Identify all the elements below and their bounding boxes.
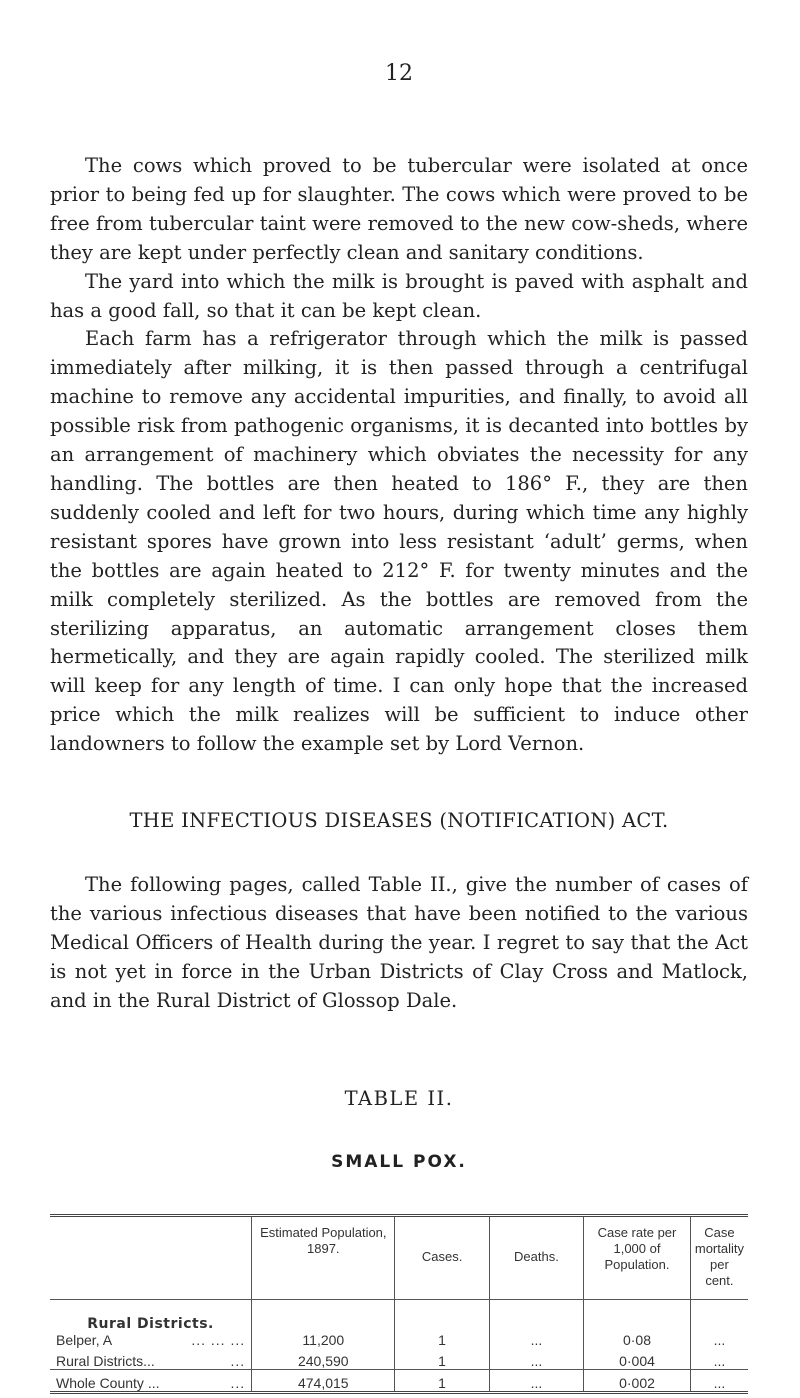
paragraph-sterilization: Each farm has a refrigerator through which the milk is passed immediately after milking, it is then passed through a centrifugal machine to remove any accidental impurities, and finally, to avoid all possible risk from pathogenic organisms, it is decanted into bottles by an arrangement of machinery which obviates the necessity for any handling. The bottles are then heated to 186° F., they are then suddenly cooled and left for two hours, during which time any highly resistant spores have grown into less resistant ‘adult’ germs, when the bottles are again heated to 212° F. for twenty minutes and the milk completely sterilized. As the bottles are removed from the sterilizing apparatus, an automatic arrangement closes them hermetically, and they are again rapidly cooled. The sterilized milk will keep for any length of time. I can only hope that the increased price which the milk realizes will be sufficient to induce other landowners to follow the example set by Lord Vernon. <box>50 327 748 756</box>
district-cell <box>50 1370 252 1393</box>
leader-dots: ... <box>230 1353 246 1370</box>
mortality-cell: ... <box>690 1370 748 1393</box>
table-header-row <box>50 1216 748 1300</box>
paragraph-milk-yard: The yard into which the milk is brought is paved with asphalt and has a good fall, so that it can be kept clean. <box>50 269 748 322</box>
leader-dots: ... ... ... <box>191 1332 246 1349</box>
row-label <box>56 1332 245 1348</box>
header-population: Estimated Population, 1897. <box>252 1216 395 1300</box>
mortality-cell: ... <box>690 1348 748 1370</box>
population-cell: 11,200 <box>252 1300 395 1349</box>
table-title: TABLE II. <box>344 1087 454 1111</box>
header-cases: Cases. <box>395 1216 489 1300</box>
header-case-rate: Case rate per 1,000 of Population. <box>584 1216 691 1300</box>
table-row <box>50 1370 748 1393</box>
row-label <box>56 1353 245 1369</box>
deaths-cell: ... <box>489 1370 583 1393</box>
district-cell <box>50 1348 252 1370</box>
leader-dots: ... <box>230 1375 246 1392</box>
population-cell: 474,015 <box>252 1370 395 1393</box>
cases-cell: 1 <box>395 1300 489 1349</box>
header-mortality: Case mortality per cent. <box>690 1216 748 1300</box>
table-row <box>50 1348 748 1370</box>
group-heading: Rural Districts. <box>87 1316 214 1333</box>
population-cell: 240,590 <box>252 1348 395 1370</box>
deaths-cell: ... <box>489 1348 583 1370</box>
mortality-cell: ... <box>690 1300 748 1349</box>
paragraph-tubercular-cows: The cows which proved to be tubercular were isolated at once prior to being fed up for slaughter. The cows which were proved to be free from tubercular taint were removed to the new cow-sheds, where they are kept under perfectly clean and sanitary conditions. <box>50 154 748 264</box>
header-deaths: Deaths. <box>489 1216 583 1300</box>
row-label <box>56 1375 245 1391</box>
district-name: Whole County ... <box>56 1375 160 1392</box>
case-rate-cell: 0·004 <box>584 1348 691 1370</box>
cases-cell: 1 <box>395 1348 489 1370</box>
district-name: Belper, A <box>56 1332 113 1349</box>
case-rate-cell: 0·002 <box>584 1370 691 1393</box>
paragraph-intro: The following pages, called Table II., give the number of cases of the various infectious diseases that have been notified to the various Medical Officers of Health during the year. I regret to say that the Act is not yet in force in the Urban Districts of Clay Cross and Matlock, and in the Rural District of Glossop Dale. <box>50 872 748 1012</box>
table-row <box>50 1300 748 1349</box>
small-pox-table <box>50 1214 748 1394</box>
deaths-cell: ... <box>489 1300 583 1349</box>
district-name: Rural Districts... <box>56 1353 155 1370</box>
cases-cell: 1 <box>395 1370 489 1393</box>
page-number: 12 <box>385 61 413 86</box>
table-subtitle: SMALL POX. <box>331 1152 467 1173</box>
body-text <box>50 152 748 1015</box>
case-rate-cell: 0·08 <box>584 1300 691 1349</box>
header-district <box>50 1216 252 1300</box>
district-cell <box>50 1300 252 1349</box>
section-heading: THE INFECTIOUS DISEASES (NOTIFICATION) ACT. <box>129 809 669 833</box>
